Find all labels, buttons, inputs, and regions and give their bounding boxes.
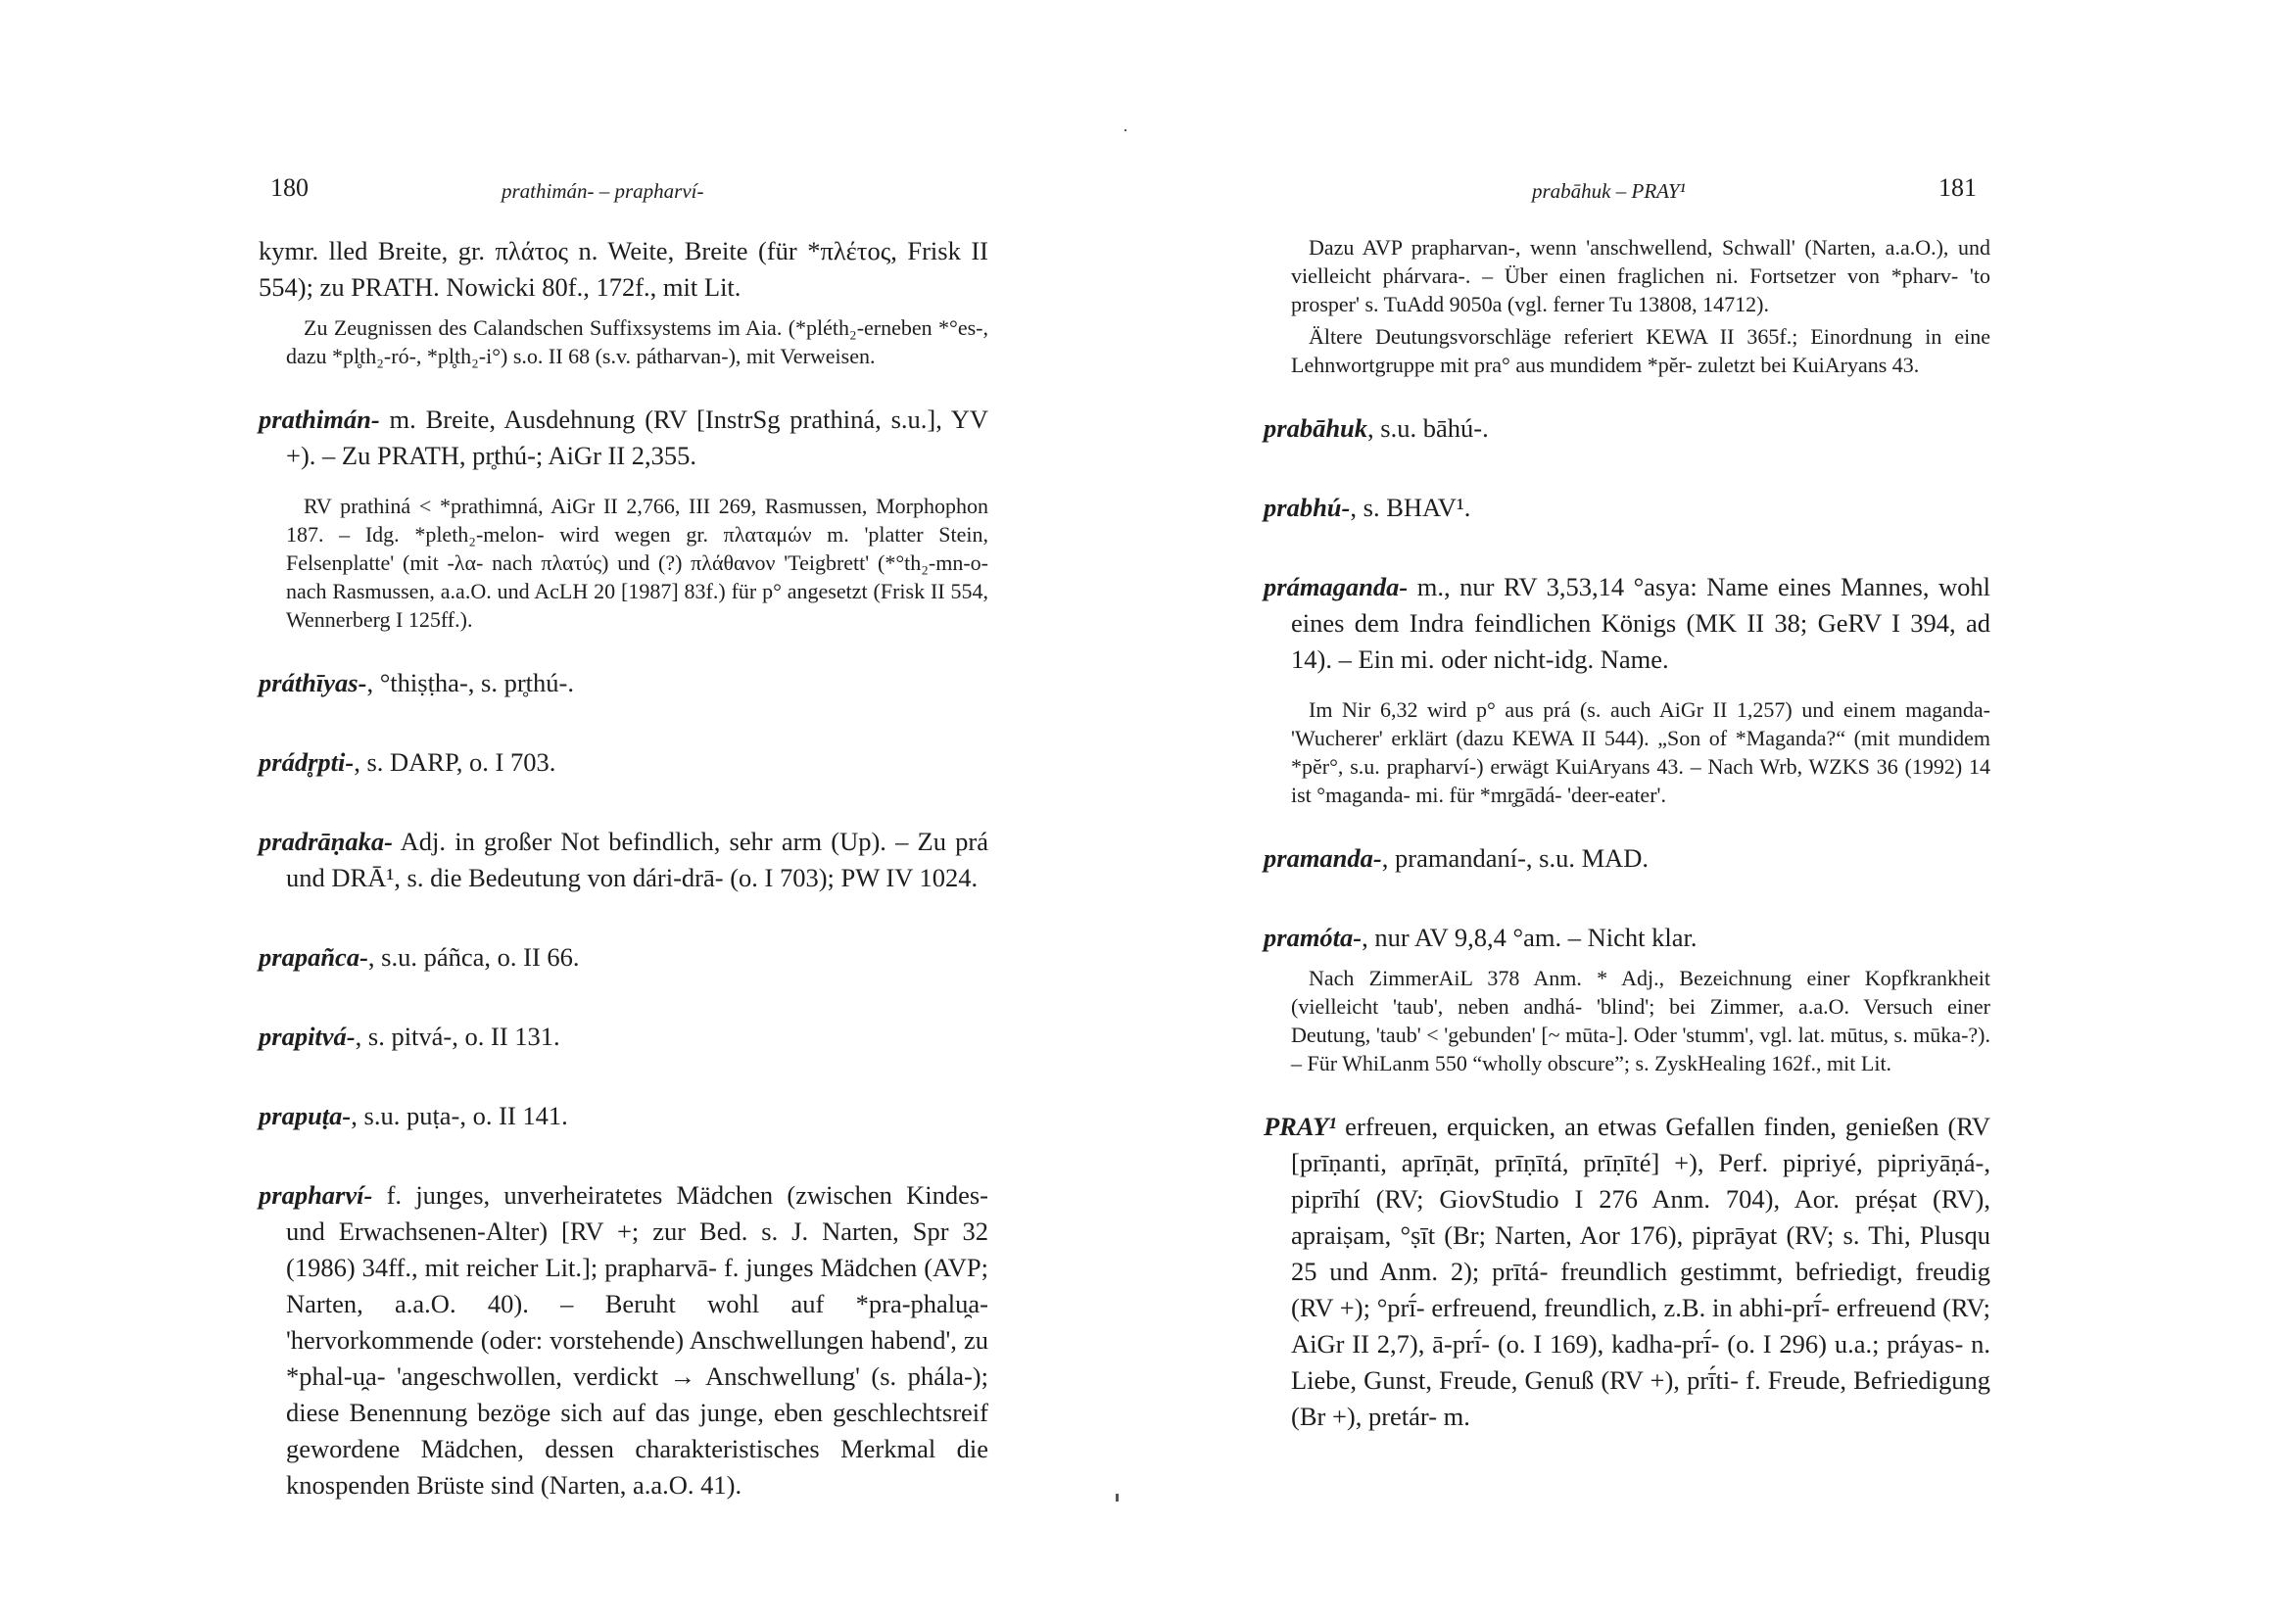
note-paragraph: Im Nir 6,32 wird p° aus prá (s. auch AiGr II 1,257) und einem maganda- 'Wucherer' erklärt (dazu KEWA II 544). „Son of *Maganda?“ (mit mundidem *pĕr°, s.u. prapharví-) erwägt KuiAryans 43. – Nach Wrb, WZKS 36 (1992) 14 ist °maganda- mi. für *mr̥gādá- 'deer-eater'. xyxy=(1291,697,1990,807)
headword: prádr̥pti- xyxy=(259,747,355,777)
right-text-column xyxy=(1264,233,1990,1453)
entry-pray: PRAY¹ erfreuen, erquicken, an etwas Gefallen finden, genießen (RV [prīṇanti, aprīṇāt, prīṇītá, prīṇīté] +), Perf. pipriyé, pipriyāṇá-, piprīhí (RV; GiovStudio I 276 Anm. 704), Aor. préṣat (RV), apraiṣam, °ṣīt (Br; Narten, Aor 176), piprāyat (RV; s. Thi, Plusqu 25 und Anm. 2); prītá- freundlich gestimmt, befriedigt, freudig (RV +); °prī́- erfreuend, freundlich, z.B. in abhi-prī́- erfreuend (RV; AiGr II 2,7), ā-prī́- (o. I 169), kadha-prī́- (o. I 296) u.a.; práyas- n. Liebe, Gunst, Freude, Genuß (RV +), prī́ti- f. Freude, Befriedigung (Br +), pretár- m. xyxy=(1264,1112,1990,1431)
entry-pradranaka: pradrāṇaka- Adj. in großer Not befindlich, sehr arm (Up). – Zu prá und DRĀ¹, s. die Bedeutung von dári-drā- (o. I 703); PW IV 1024. xyxy=(259,827,988,892)
headword: pramóta- xyxy=(1264,923,1363,952)
page-number: 180 xyxy=(270,173,309,202)
entry-prabahuk: prabāhuk, s.u. bāhú-. xyxy=(1264,413,1489,443)
entry-prapharvi: prapharví- f. junges, unverheiratetes Mädchen (zwischen Kindes- und Erwachsenen-Alter) [RV +; zur Bed. s. J. Narten, Spr 32 (1986) 34ff., mit reicher Lit.]; prapharvā- f. junges Mädchen (AVP; Narten, a.a.O. 40). – Beruht wohl auf *pra-phalu̯a- 'hervorkommende (oder: vorstehende) Anschwellungen habend', zu *phal-u̯a- 'angeschwollen, verdickt → Anschwellung' (s. phála-); diese Benennung bezöge sich auf das junge, eben geschlechtsreif gewordene Mädchen, dessen charakteristisches Merkmal die knospenden Brüste sind (Narten, a.a.O. 41). xyxy=(259,1180,988,1500)
headword: prabāhuk xyxy=(1264,413,1368,443)
headword: prathimán- xyxy=(259,405,380,434)
right-page-header xyxy=(1148,173,2296,215)
entry-prapanca: prapañca-, s.u. páñca, o. II 66. xyxy=(259,942,580,972)
note-paragraph: Zu Zeugnissen des Calandschen Suffixsystems im Aia. (*pléth₂-erneben *°es-, dazu *pl̥th₂-ró-, *pl̥th₂-i°) s.o. II 68 (s.v. pátharvan-), mit Verweisen. xyxy=(286,315,988,368)
right-page xyxy=(1148,0,2296,1622)
continuation-paragraph: kymr. lled Breite, gr. πλάτος n. Weite, Breite (für *πλέτος, Frisk II 554); zu PRATH. Nowicki 80f., 172f., mit Lit. xyxy=(259,236,988,302)
scan-speck xyxy=(1116,1494,1119,1502)
entry-prathiyas: práthīyas-, °thiṣṭha-, s. pr̥thú-. xyxy=(259,668,574,697)
note-paragraph: Nach ZimmerAiL 378 Anm. * Adj., Bezeichnung einer Kopfkrankheit (vielleicht 'taub', neben andhá- 'blind'; bei Zimmer, a.a.O. Versuch einer Deutung, 'taub' < 'gebunden' [~ mūta-]. Oder 'stumm', vgl. lat. mūtus, s. mūka-?). – Für WhiLanm 550 “wholly obscure”; s. ZyskHealing 162f., mit Lit. xyxy=(1291,966,1990,1075)
entry-praputa: prapuṭa-, s.u. puṭa-, o. II 141. xyxy=(259,1101,568,1130)
headword: PRAY¹ xyxy=(1264,1112,1337,1141)
entry-prapitva: prapitvá-, s. pitvá-, o. II 131. xyxy=(259,1022,560,1051)
entry-prabhu: prabhú-, s. BHAV¹. xyxy=(1264,493,1471,522)
note-paragraph: Dazu AVP prapharvan-, wenn 'anschwellend, Schwall' (Narten, a.a.O.), und vielleicht phárvara-. – Über einen fraglichen ni. Fortsetzer von *pharv- 'to prosper' s. TuAdd 9050a (vgl. ferner Tu 13808, 14712). xyxy=(1291,235,1990,316)
headword: prapañca- xyxy=(259,942,368,972)
headword: prapitvá- xyxy=(259,1022,356,1051)
entry-pramota: pramóta-, nur AV 9,8,4 °am. – Nicht klar. xyxy=(1264,923,1698,952)
entry-prathiman: prathimán- m. Breite, Ausdehnung (RV [InstrSg prathiná, s.u.], YV +). – Zu PRATH, pr̥thú-; AiGr II 2,355. xyxy=(259,405,988,470)
note-paragraph: Ältere Deutungsvorschläge referiert KEWA II 365f.; Einordnung in eine Lehnwortgruppe mit pra° aus mundidem *pĕr- zuletzt bei KuiAryans 43. xyxy=(1291,324,1990,377)
entry-pramaganda: prámaganda- m., nur RV 3,53,14 °asya: Name eines Mannes, wohl eines dem Indra feindlichen Königs (MK II 38; GeRV I 394, ad 14). – Ein mi. oder nicht-idg. Name. xyxy=(1264,572,1990,674)
page-number: 181 xyxy=(1938,173,1977,202)
left-text-column xyxy=(259,233,988,1521)
running-head: prabāhuk – PRAY¹ xyxy=(1532,179,1686,203)
note-paragraph: RV prathiná < *prathimná, AiGr II 2,766, III 269, Rasmussen, Morphophon 187. – Idg. *pleth₂-melon- wird wegen gr. πλαταμών m. 'platter Stein, Felsenplatte' (mit -λα- nach πλατύς) und (?) πλάθανον 'Teigbrett' (*°th₂-mn-o- nach Rasmussen, a.a.O. und AcLH 20 [1987] 83f.) für p° angesetzt (Frisk II 554, Wennerberg I 125ff.). xyxy=(286,494,988,632)
entry-pramanda: pramanda-, pramandaní-, s.u. MAD. xyxy=(1264,843,1650,873)
left-page-header xyxy=(0,173,1148,215)
entry-pradrpti: prádr̥pti-, s. DARP, o. I 703. xyxy=(259,747,556,777)
headword: prabhú- xyxy=(1264,493,1351,522)
headword: prapharví- xyxy=(259,1180,373,1210)
scan-speck xyxy=(1124,129,1126,131)
headword: prapuṭa- xyxy=(259,1101,352,1130)
headword: pradrāṇaka- xyxy=(259,827,393,856)
headword: prámaganda- xyxy=(1264,572,1409,601)
headword: pramanda- xyxy=(1264,843,1382,873)
running-head: prathimán- – prapharví- xyxy=(502,179,704,203)
headword: práthīyas- xyxy=(259,668,367,697)
